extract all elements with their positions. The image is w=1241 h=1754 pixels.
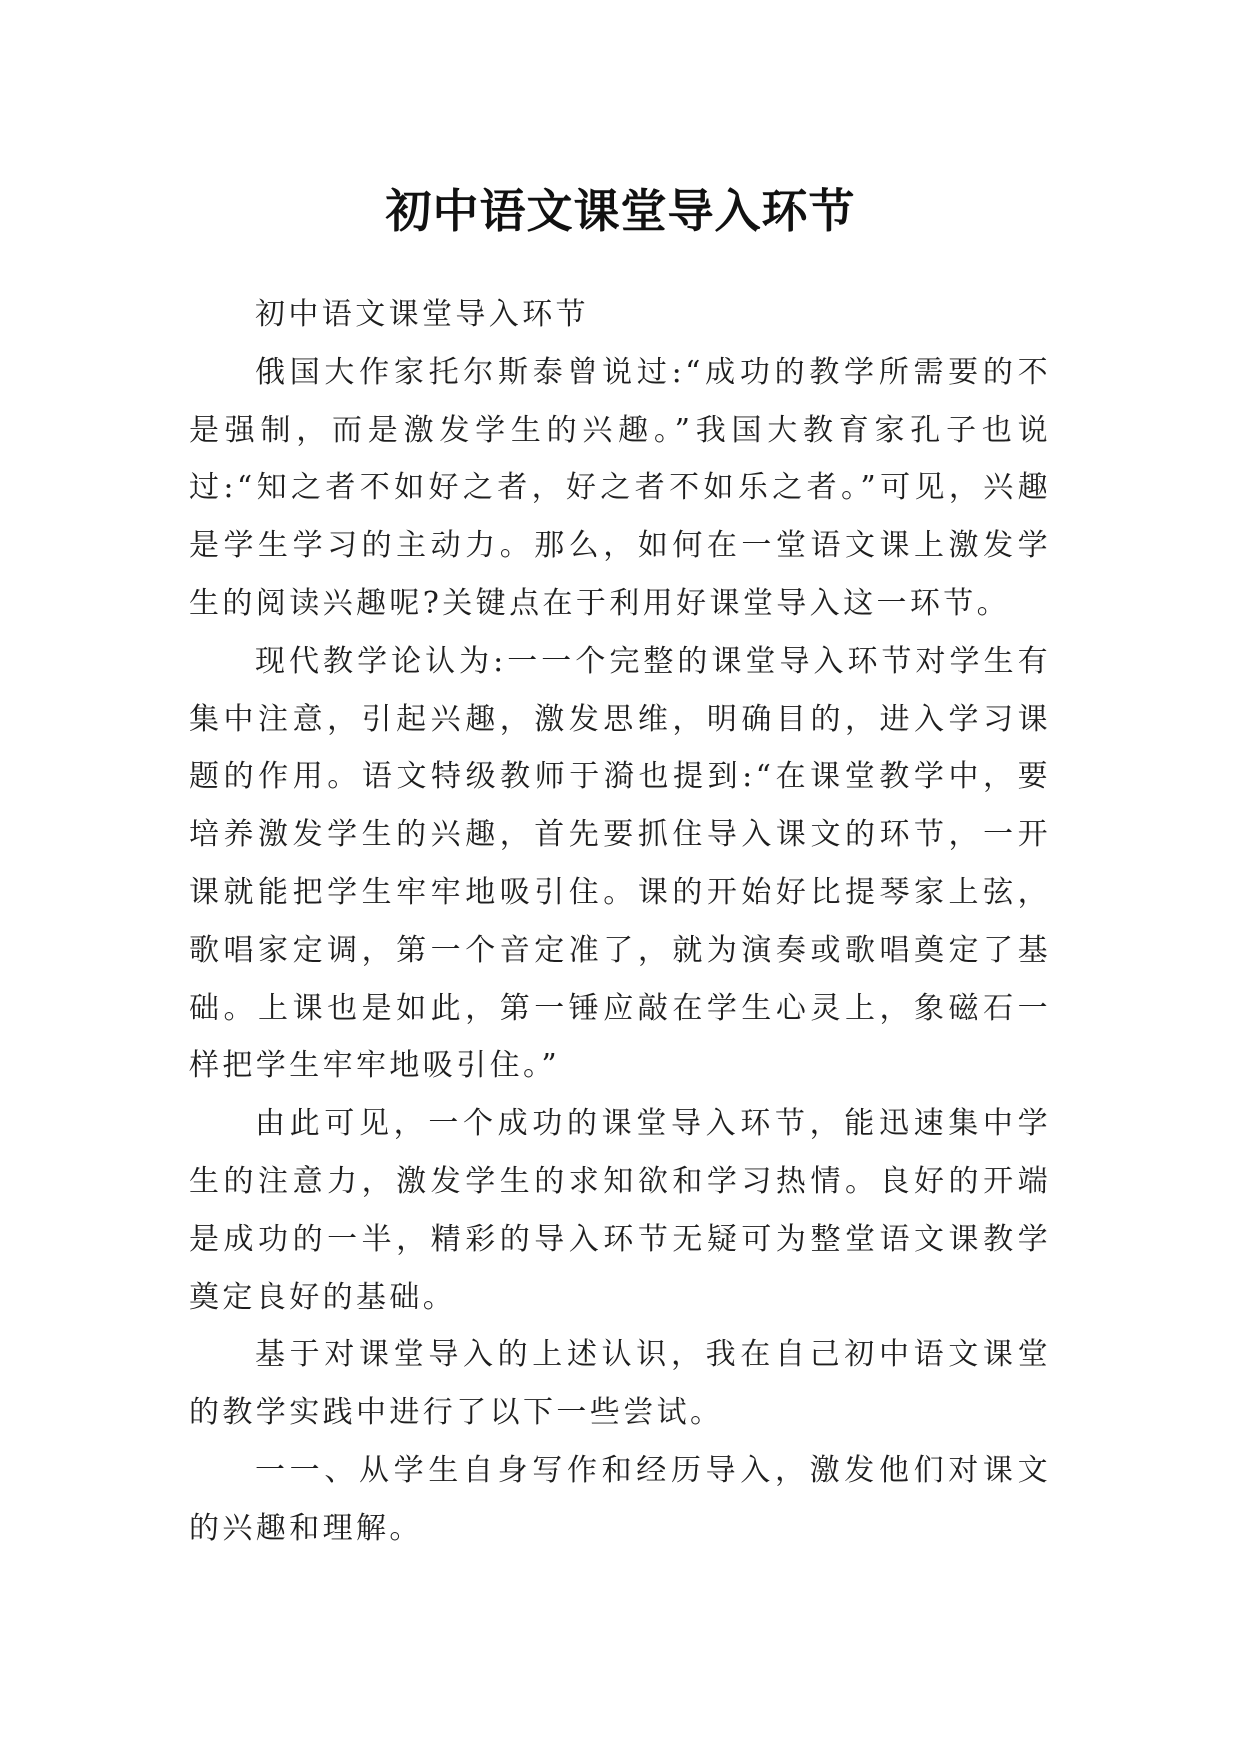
document-title: 初中语文课堂导入环节 bbox=[385, 183, 856, 238]
paragraph-practice-intro: 基于对课堂导入的上述认识，我在自己初中语文课堂的教学实践中进行了以下一些尝试。 bbox=[189, 1337, 1051, 1431]
paragraph-section-one: 一一、从学生自身写作和经历导入，激发他们对课文的兴趣和理解。 bbox=[189, 1452, 1051, 1546]
document-body bbox=[189, 286, 1051, 1558]
paragraph-tolstoy-quote: 俄国大作家托尔斯泰曾说过:“成功的教学所需要的不是强制，而是激发学生的兴趣。”我国大教育家孔子也说过:“知之者不如好之者，好之者不如乐之者。”可见，兴趣是学生学习的主动力。那么，如何在一堂语文课上激发学生的阅读兴趣呢?关键点在于利用好课堂导入这一环节。 bbox=[189, 354, 1051, 621]
paragraph-subtitle: 初中语文课堂导入环节 bbox=[255, 297, 589, 332]
paragraph-modern-theory: 现代教学论认为:一一个完整的课堂导入环节对学生有集中注意，引起兴趣，激发思维，明确目的，进入学习课题的作用。语文特级教师于漪也提到:“在课堂教学中，要培养激发学生的兴趣，首先要抓住导入课文的环节，一开课就能把学生牢牢地吸引住。课的开始好比提琴家上弦，歌唱家定调，第一个音定准了，就为演奏或歌唱奠定了基础。上课也是如此，第一锤应敲在学生心灵上，象磁石一样把学生牢牢地吸引住。” bbox=[189, 643, 1051, 1084]
paragraph-conclusion: 由此可见，一个成功的课堂导入环节，能迅速集中学生的注意力，激发学生的求知欲和学习热情。良好的开端是成功的一半，精彩的导入环节无疑可为整堂语文课教学奠定良好的基础。 bbox=[189, 1106, 1051, 1315]
